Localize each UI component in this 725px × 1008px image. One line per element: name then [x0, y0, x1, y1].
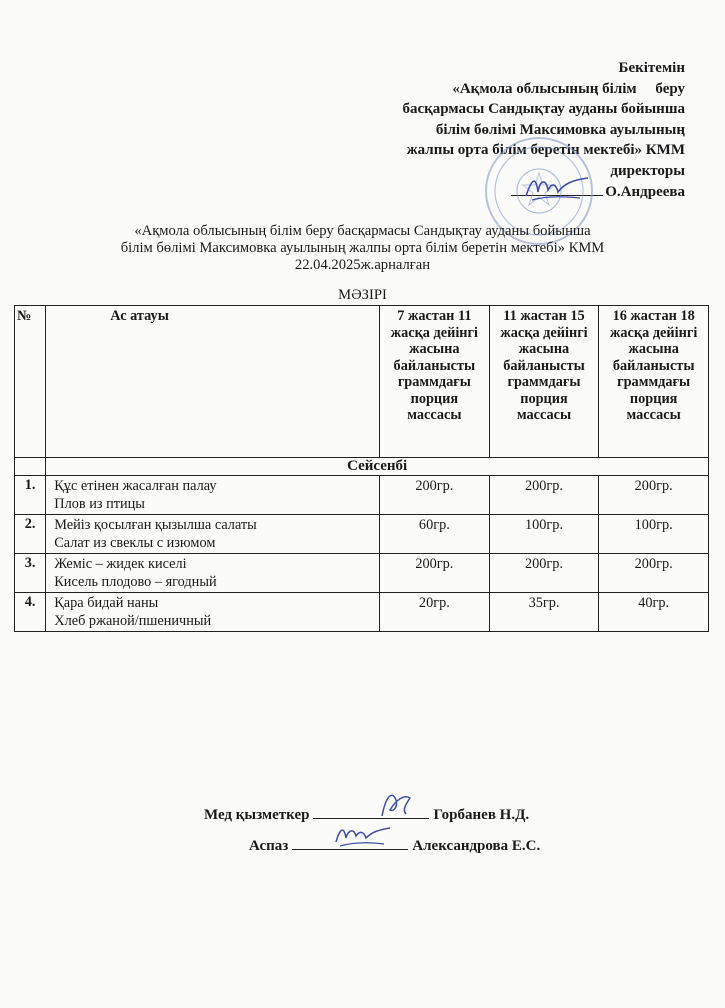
day-row [15, 458, 709, 476]
table-row [15, 515, 709, 554]
approval-line: директоры [610, 162, 685, 179]
portion-value: 40гр. [599, 593, 709, 632]
approval-line: білім бөлімі Максимовка ауылының [435, 121, 685, 138]
dish-name-ru: Хлеб ржаной/пшеничный [54, 613, 212, 629]
row-number: 1. [15, 476, 46, 515]
dish-name [46, 476, 380, 515]
row-number: 4. [15, 593, 46, 632]
portion-value: 200гр. [599, 476, 709, 515]
cook-label: Аспаз [249, 838, 289, 854]
dish-name-ru: Кисель плодово – ягодный [54, 574, 217, 590]
row-number: 3. [15, 554, 46, 593]
portion-value: 35гр. [489, 593, 599, 632]
portion-value: 200гр. [489, 476, 599, 515]
dish-name-kz: Мейіз қосылған қызылша салаты [54, 517, 257, 533]
portion-value: 100гр. [489, 515, 599, 554]
dish-name [46, 593, 380, 632]
day-label: Сейсенбі [46, 458, 709, 476]
approval-line: Бекітемін [618, 60, 685, 76]
approval-line: жалпы орта білім беретін мектебі» КММ [406, 142, 685, 158]
menu-table [14, 305, 709, 632]
dish-name-kz: Жеміс – жидек киселі [54, 556, 187, 572]
header-dish-name: Ас атауы [46, 306, 380, 458]
approval-line: «Ақмола облысының білім беру [452, 80, 685, 97]
cook-signature-row [249, 835, 540, 855]
director-name: О.Андреева [605, 184, 685, 200]
header-age-16-18: 16 жастан 18 жасқа дейінгі жасына байланысты граммдағы порция массасы [599, 306, 709, 458]
header-number: № [15, 306, 46, 458]
table-row [15, 554, 709, 593]
portion-value: 60гр. [380, 515, 490, 554]
portion-value: 20гр. [380, 593, 490, 632]
heading-line: «Ақмола облысының білім беру басқармасы Сандықтау ауданы бойынша [134, 223, 591, 239]
portion-value: 200гр. [599, 554, 709, 593]
approval-line: басқармасы Сандықтау ауданы бойынша [402, 101, 685, 117]
dish-name [46, 554, 380, 593]
heading-date: 22.04.2025ж.арналған [294, 257, 431, 273]
med-worker-name: Горбанев Н.Д. [433, 807, 530, 823]
portion-value: 100гр. [599, 515, 709, 554]
portion-value: 200гр. [380, 476, 490, 515]
table-row [15, 593, 709, 632]
med-worker-label: Мед қызметкер [204, 807, 310, 823]
cook-signature-icon [332, 820, 394, 852]
med-worker-signature-icon [376, 786, 416, 822]
header-age-11-15: 11 жастан 15 жасқа дейінгі жасына байланысты граммдағы порция массасы [489, 306, 599, 458]
menu-title: МӘЗІРІ [338, 287, 387, 303]
dish-name-kz: Құс етінен жасалған палау [54, 478, 217, 494]
dish-name-ru: Салат из свеклы с изюмом [54, 535, 216, 551]
document-heading [40, 223, 685, 274]
table-header-row [15, 306, 709, 458]
portion-value: 200гр. [380, 554, 490, 593]
director-signature-icon [522, 170, 592, 204]
portion-value: 200гр. [489, 554, 599, 593]
dish-name [46, 515, 380, 554]
cook-name: Александрова Е.С. [412, 838, 541, 854]
table-row [15, 476, 709, 515]
dish-name-kz: Қара бидай наны [54, 595, 159, 611]
header-age-7-11: 7 жастан 11 жасқа дейінгі жасына байланысты граммдағы порция массасы [380, 306, 490, 458]
row-number: 2. [15, 515, 46, 554]
heading-line: білім бөлімі Максимовка ауылының жалпы орта білім беретін мектебі» КММ [120, 240, 605, 256]
dish-name-ru: Плов из птицы [54, 496, 145, 512]
